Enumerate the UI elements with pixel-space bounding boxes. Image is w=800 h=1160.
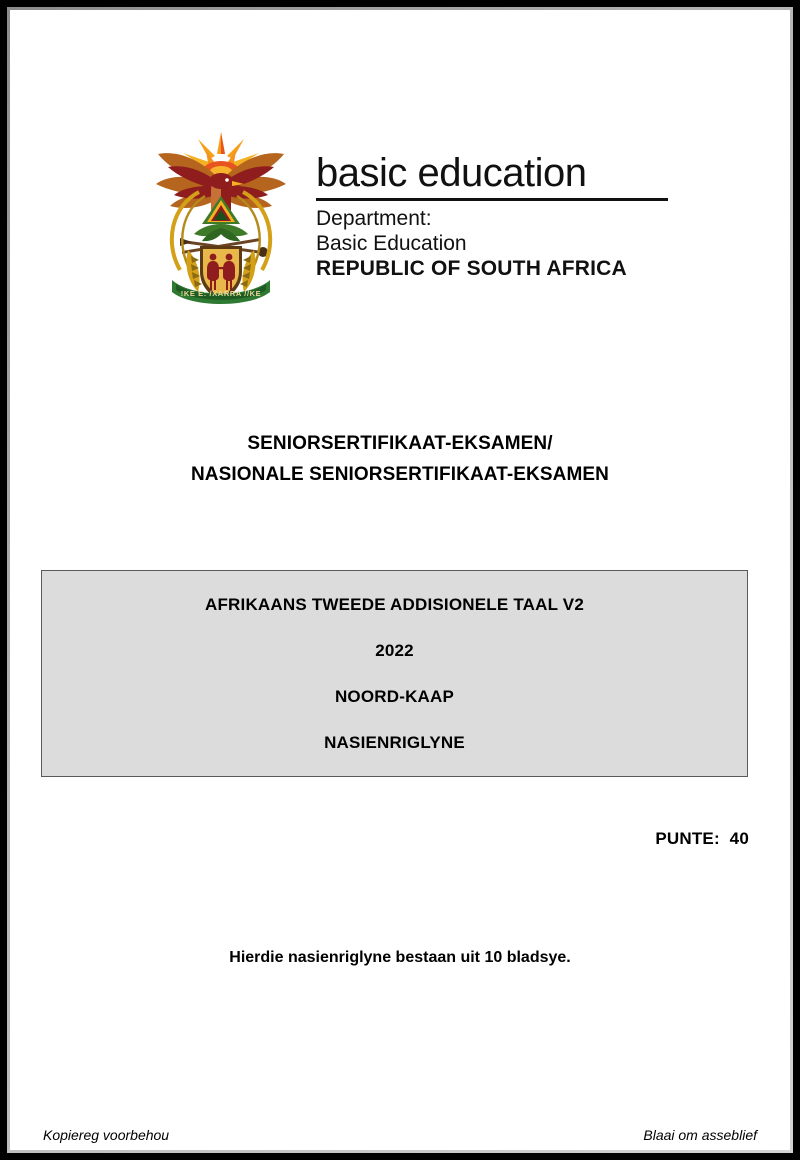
footer-copyright: Kopiereg voorbehou	[43, 1127, 170, 1143]
page-sheet	[10, 10, 790, 1150]
document-type: NASIENRIGLYNE	[324, 732, 465, 752]
department-name: Basic Education	[316, 232, 467, 255]
page-footer	[43, 1127, 757, 1143]
logo-text-block	[316, 120, 668, 281]
exam-heading	[10, 428, 790, 490]
department-logo	[136, 120, 668, 305]
province-name: NOORD-KAAP	[334, 686, 455, 706]
subject-title: AFRIKAANS TWEEDE ADDISIONELE TAAL V2	[204, 594, 585, 614]
brand-divider	[316, 198, 668, 201]
exam-year: 2022	[375, 640, 414, 660]
exam-heading-line-2: NASIONALE SENIORSERTIFIKAAT-EKSAMEN	[190, 464, 609, 485]
brand-name: basic education	[316, 151, 587, 195]
department-label: Department:	[316, 207, 432, 230]
footer-turn-over: Blaai om asseblief	[643, 1127, 757, 1143]
page-shadow	[7, 7, 793, 1153]
total-marks: PUNTE: 40	[655, 829, 749, 848]
coat-of-arms-motto: !KE E: /XARRA //KE	[180, 289, 262, 298]
exam-info-box	[41, 570, 748, 777]
country-name: REPUBLIC OF SOUTH AFRICA	[316, 257, 627, 280]
page-count-note: Hierdie nasienriglyne bestaan uit 10 bladsye.	[229, 949, 571, 966]
exam-heading-line-1: SENIORSERTIFIKAAT-EKSAMEN/	[247, 433, 553, 454]
south-african-coat-of-arms-icon	[136, 120, 306, 305]
